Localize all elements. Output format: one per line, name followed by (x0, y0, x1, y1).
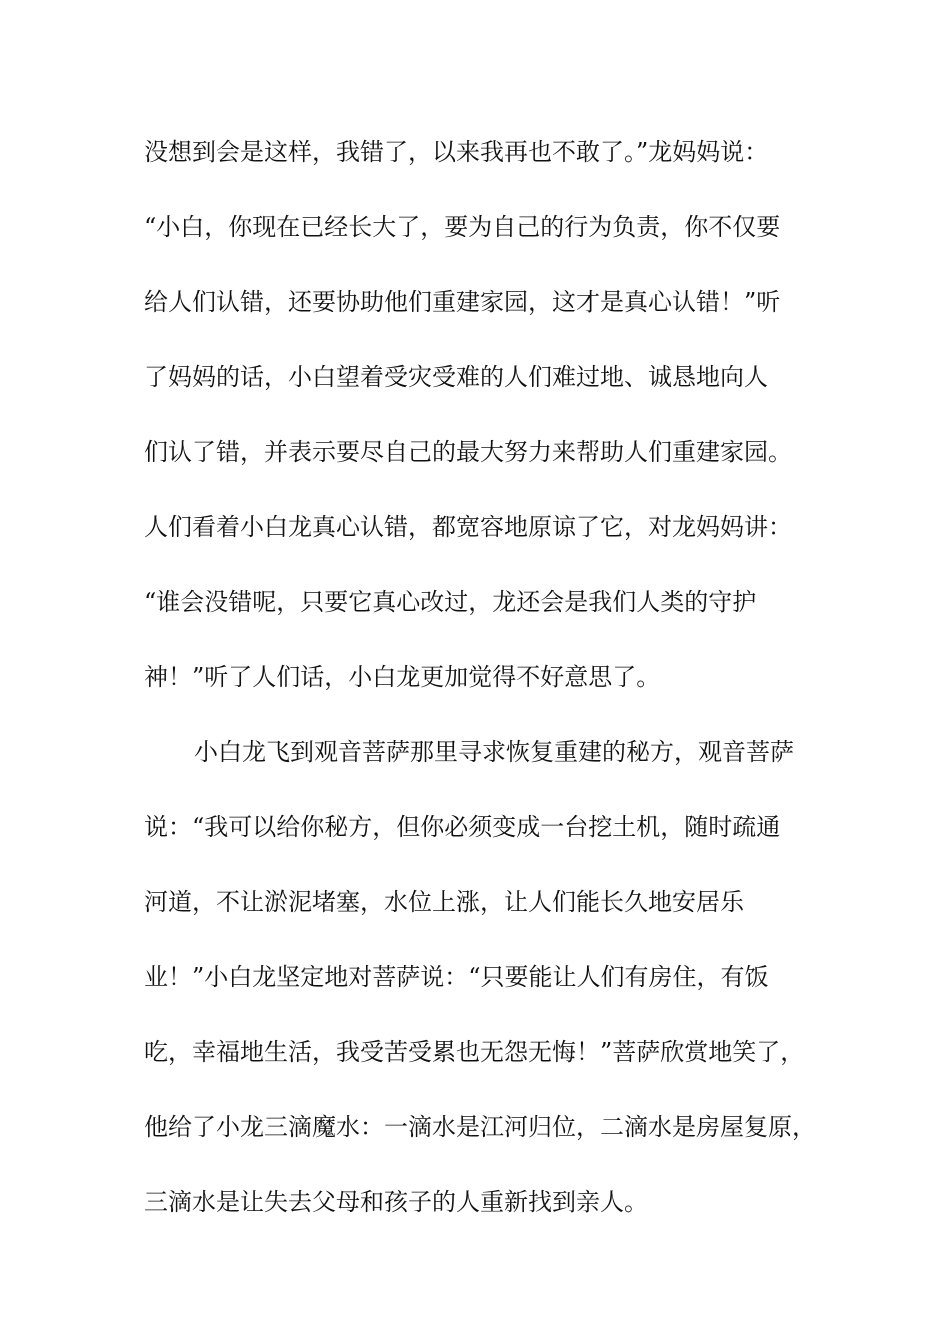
text-line: “小白，你现在已经长大了，要为自己的行为负责，你不仅要 (144, 213, 781, 241)
text-line: 了妈妈的话，小白望着受灾受难的人们难过地、诚恳地向人 (144, 363, 768, 391)
text-line: 神！”听了人们话，小白龙更加觉得不好意思了。 (144, 663, 661, 691)
text-line: 没想到会是这样，我错了，以来我再也不敢了。”龙妈妈说： (144, 138, 769, 166)
text-line: “谁会没错呢，只要它真心改过，龙还会是我们人类的守护 (144, 588, 757, 616)
paragraph-start-line: 小白龙飞到观音菩萨那里寻求恢复重建的秘方，观音菩萨 (194, 738, 794, 766)
text-line: 三滴水是让失去父母和孩子的人重新找到亲人。 (144, 1188, 648, 1216)
story-text (144, 128, 844, 1253)
text-line: 们认了错，并表示要尽自己的最大努力来帮助人们重建家园。 (144, 438, 792, 466)
text-line: 说：“我可以给你秘方，但你必须变成一台挖土机，随时疏通 (144, 813, 781, 841)
text-line: 河道，不让淤泥堵塞，水位上涨，让人们能长久地安居乐 (144, 888, 744, 916)
text-line: 他给了小龙三滴魔水：一滴水是江河归位，二滴水是房屋复原， (144, 1113, 816, 1141)
text-line: 业！”小白龙坚定地对菩萨说：“只要能让人们有房住，有饭 (144, 963, 769, 991)
text-line: 人们看着小白龙真心认错，都宽容地原谅了它，对龙妈妈讲： (144, 513, 792, 541)
text-line: 给人们认错，还要协助他们重建家园，这才是真心认错！”听 (144, 288, 781, 316)
text-line: 吃，幸福地生活，我受苦受累也无怨无悔！”菩萨欣赏地笑了， (144, 1038, 805, 1066)
